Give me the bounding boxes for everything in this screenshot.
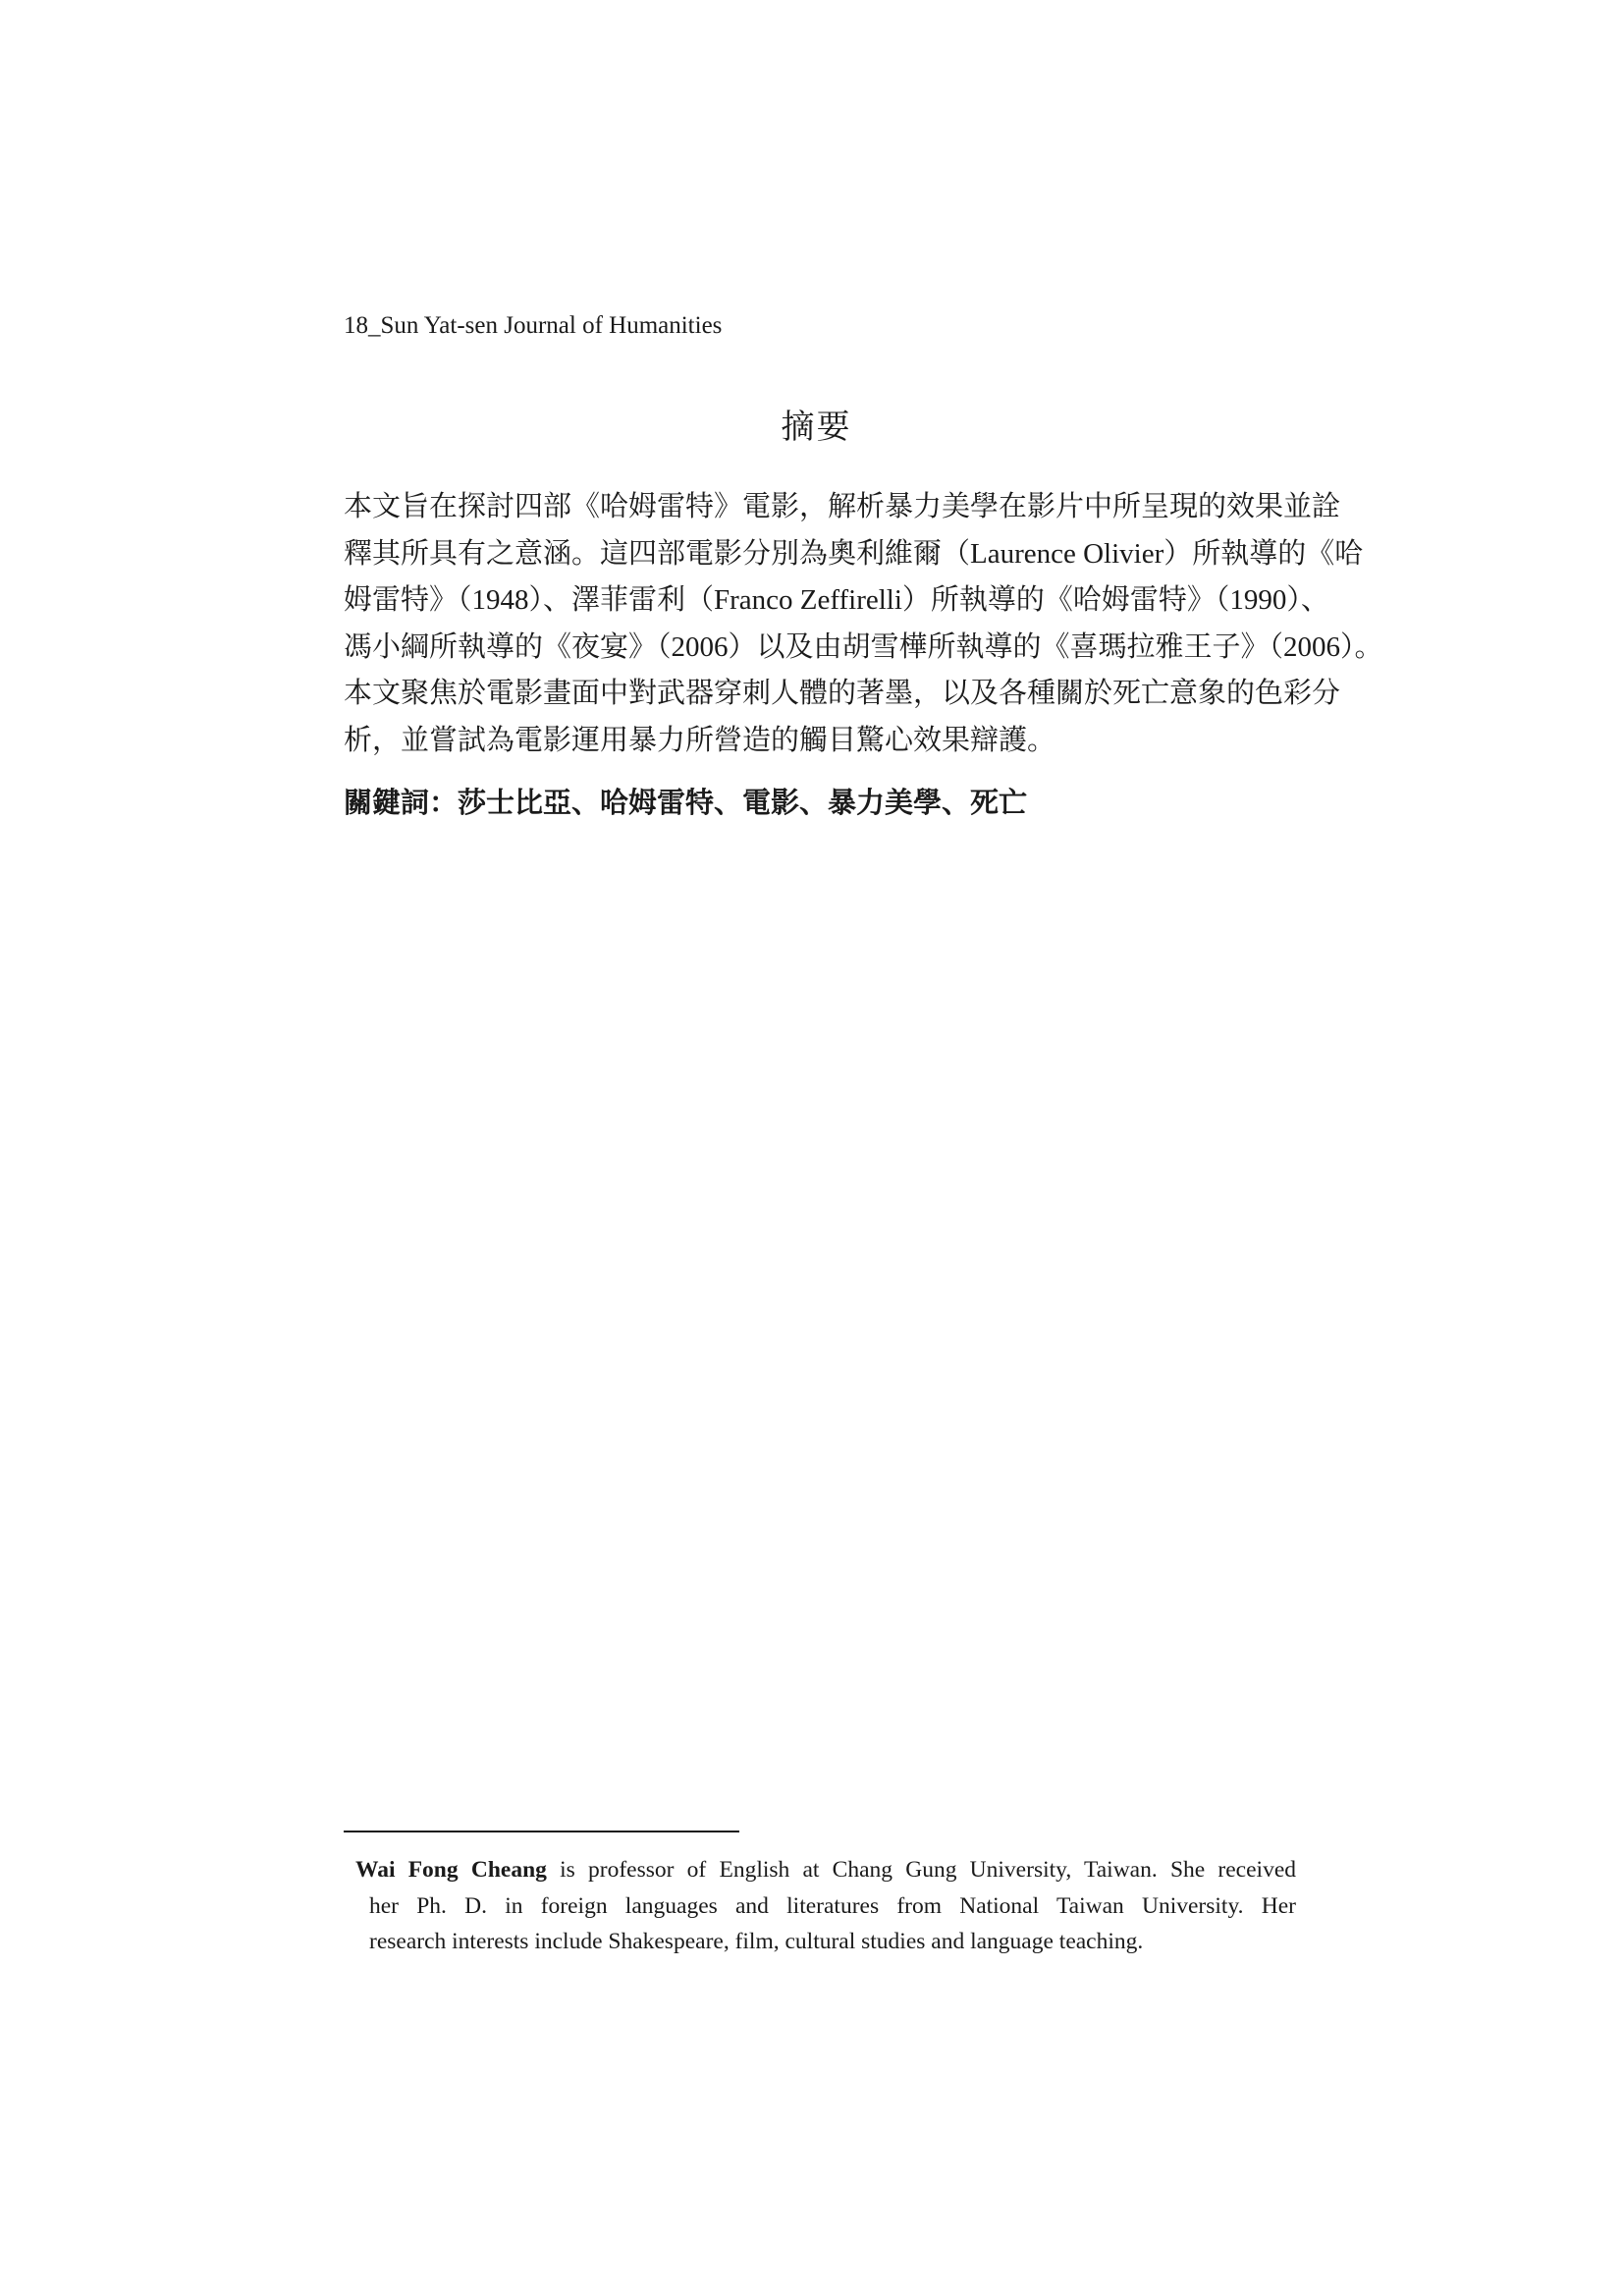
- footnote-divider: [344, 1831, 739, 1832]
- abstract-line: 析，並嘗試為電影運用暴力所營造的觸目驚心效果辯護。: [344, 724, 1056, 756]
- abstract-line: 姆雷特》（1948）、澤菲雷利（Franco Zeffirelli）所執導的《哈姆雷特》（1990）、: [344, 584, 1329, 616]
- footnote-line: [355, 1852, 1296, 1888]
- keywords: 關鍵詞：莎士比亞、哈姆雷特、電影、暴力美學、死亡: [344, 788, 1028, 819]
- footnote-text: is professor of English at Chang Gung University, Taiwan. She received: [546, 1857, 1296, 1883]
- footnote-author-name: Wai Fong Cheang: [355, 1857, 547, 1883]
- abstract-line: 馮小綱所執導的《夜宴》（2006）以及由胡雪樺所執導的《喜瑪拉雅王子》（2006）。: [344, 630, 1383, 663]
- running-head: 18_Sun Yat-sen Journal of Humanities: [344, 312, 723, 339]
- footnote-line: research interests include Shakespeare, film, cultural studies and language teaching.: [369, 1929, 1144, 1954]
- abstract-title: 摘要: [781, 410, 852, 446]
- footnote-line: her Ph. D. in foreign languages and literatures from National Taiwan University. Her: [369, 1892, 1296, 1919]
- abstract-line: 本文旨在探討四部《哈姆雷特》電影，解析暴力美學在影片中所呈現的效果並詮: [344, 491, 1341, 522]
- abstract-line: 釋其所具有之意涵。這四部電影分別為奧利維爾（Laurence Olivier）所執導的《哈: [344, 537, 1364, 570]
- author-footnote: [355, 1852, 1296, 1960]
- abstract-line: 本文聚焦於電影畫面中對武器穿刺人體的著墨，以及各種關於死亡意象的色彩分: [344, 678, 1341, 709]
- abstract-body: [344, 484, 1383, 764]
